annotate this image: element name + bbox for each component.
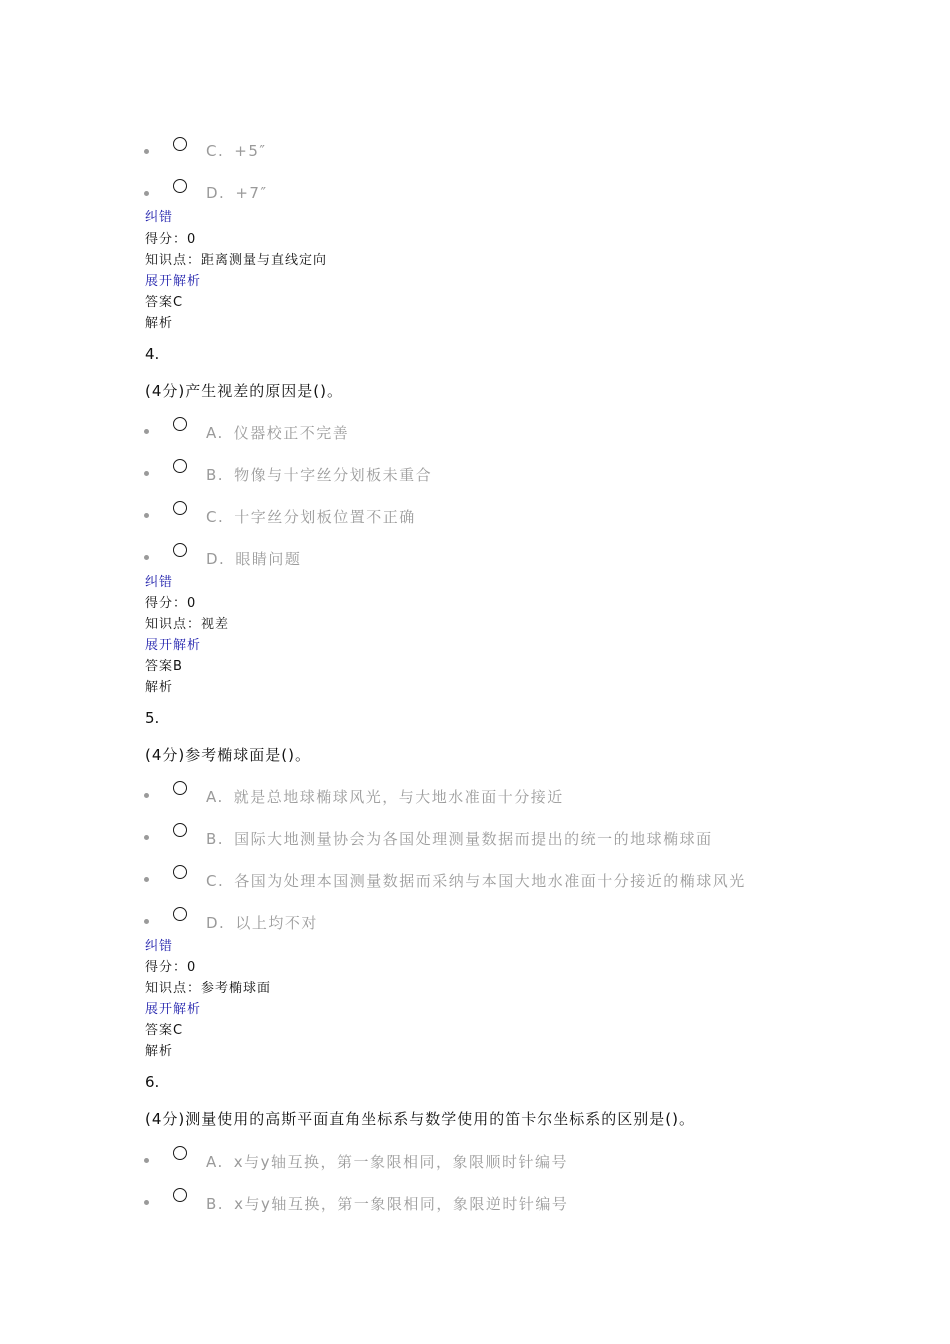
option-letter: D.: [206, 914, 226, 932]
option-text: [206, 786, 564, 807]
radio-button-icon[interactable]: [173, 137, 187, 151]
option-d[interactable]: [140, 179, 920, 209]
option-text: [206, 548, 301, 569]
question-text: (4分)产生视差的原因是()。: [145, 382, 343, 400]
knowledge-point: 知识点：视差: [145, 617, 230, 632]
answer-text: 答案C: [145, 295, 184, 310]
bullet-icon: [144, 1158, 149, 1163]
radio-button-icon[interactable]: [173, 501, 187, 515]
radio-button-icon[interactable]: [173, 865, 187, 879]
radio-button-icon[interactable]: [173, 1188, 187, 1202]
question-number: 5.: [145, 709, 160, 727]
question-number: 6.: [145, 1073, 160, 1091]
option-letter: D.: [206, 184, 226, 202]
option-text: [206, 422, 349, 443]
analysis-label: 解析: [145, 1044, 174, 1059]
score-text: 得分：0: [145, 232, 197, 247]
option-content: 就是总地球椭球风光，与大地水准面十分接近: [233, 788, 564, 806]
option-text: [206, 1151, 568, 1172]
option-d[interactable]: [140, 543, 920, 573]
expand-analysis-link[interactable]: 展开解析: [145, 1002, 202, 1017]
option-text: [206, 506, 416, 527]
option-letter: C.: [206, 872, 225, 890]
option-letter: A.: [206, 424, 224, 442]
radio-button-icon[interactable]: [173, 823, 187, 837]
radio-button-icon[interactable]: [173, 1146, 187, 1160]
option-letter: A.: [206, 788, 224, 806]
bullet-icon: [144, 793, 149, 798]
option-b[interactable]: [140, 823, 920, 853]
analysis-label: 解析: [145, 680, 174, 695]
score-text: 得分：0: [145, 960, 197, 975]
analysis-label: 解析: [145, 316, 174, 331]
option-text: [206, 1193, 568, 1214]
option-a[interactable]: [140, 417, 920, 447]
option-text: [206, 912, 318, 933]
knowledge-point: 知识点：距离测量与直线定向: [145, 253, 328, 268]
bullet-icon: [144, 555, 149, 560]
option-letter: D.: [206, 550, 226, 568]
option-content: 国际大地测量协会为各国处理测量数据而提出的统一的地球椭球面: [234, 830, 713, 848]
option-text: [206, 184, 268, 202]
report-error-link[interactable]: 纠错: [145, 575, 174, 590]
report-error-link[interactable]: 纠错: [145, 939, 174, 954]
bullet-icon: [144, 149, 149, 154]
bullet-icon: [144, 471, 149, 476]
option-a[interactable]: [140, 781, 920, 811]
bullet-icon: [144, 919, 149, 924]
option-content: 仪器校正不完善: [233, 424, 350, 442]
option-d[interactable]: [140, 907, 920, 937]
option-b[interactable]: [140, 1188, 920, 1218]
score-text: 得分：0: [145, 596, 197, 611]
option-content: +7″: [235, 184, 268, 202]
question-number: 4.: [145, 345, 160, 363]
option-text: [206, 828, 713, 849]
option-letter: C.: [206, 142, 225, 160]
option-c[interactable]: [140, 501, 920, 531]
radio-button-icon[interactable]: [173, 459, 187, 473]
radio-button-icon[interactable]: [173, 417, 187, 431]
bullet-icon: [144, 513, 149, 518]
option-letter: A.: [206, 1153, 224, 1171]
option-text: [206, 142, 266, 160]
report-error-link[interactable]: 纠错: [145, 210, 174, 225]
expand-analysis-link[interactable]: 展开解析: [145, 274, 202, 289]
radio-button-icon[interactable]: [173, 543, 187, 557]
option-content: 十字丝分划板位置不正确: [234, 508, 416, 526]
option-letter: B.: [206, 1195, 225, 1213]
radio-button-icon[interactable]: [173, 781, 187, 795]
question-text: (4分)测量使用的高斯平面直角坐标系与数学使用的笛卡尔坐标系的区别是()。: [145, 1110, 695, 1128]
option-text: [206, 464, 432, 485]
option-b[interactable]: [140, 459, 920, 489]
expand-analysis-link[interactable]: 展开解析: [145, 638, 202, 653]
bullet-icon: [144, 877, 149, 882]
option-c[interactable]: [140, 865, 920, 895]
radio-button-icon[interactable]: [173, 179, 187, 193]
bullet-icon: [144, 1200, 149, 1205]
answer-text: 答案B: [145, 659, 183, 674]
option-content: x与y轴互换，第一象限相同，象限顺时针编号: [233, 1153, 569, 1171]
bullet-icon: [144, 835, 149, 840]
option-content: 物像与十字丝分划板未重合: [234, 466, 433, 484]
question-text: (4分)参考椭球面是()。: [145, 746, 311, 764]
option-letter: C.: [206, 508, 225, 526]
option-content: x与y轴互换，第一象限相同，象限逆时针编号: [234, 1195, 569, 1213]
option-c[interactable]: [140, 137, 920, 167]
option-letter: B.: [206, 466, 225, 484]
knowledge-point: 知识点：参考椭球面: [145, 981, 272, 996]
option-content: 以上均不对: [235, 914, 318, 932]
bullet-icon: [144, 191, 149, 196]
option-a[interactable]: [140, 1146, 920, 1176]
answer-text: 答案C: [145, 1023, 184, 1038]
option-content: +5″: [234, 142, 267, 160]
option-text: [206, 870, 746, 891]
option-content: 眼睛问题: [235, 550, 302, 568]
radio-button-icon[interactable]: [173, 907, 187, 921]
option-letter: B.: [206, 830, 225, 848]
bullet-icon: [144, 429, 149, 434]
option-content: 各国为处理本国测量数据而采纳与本国大地水准面十分接近的椭球风光: [234, 872, 746, 890]
